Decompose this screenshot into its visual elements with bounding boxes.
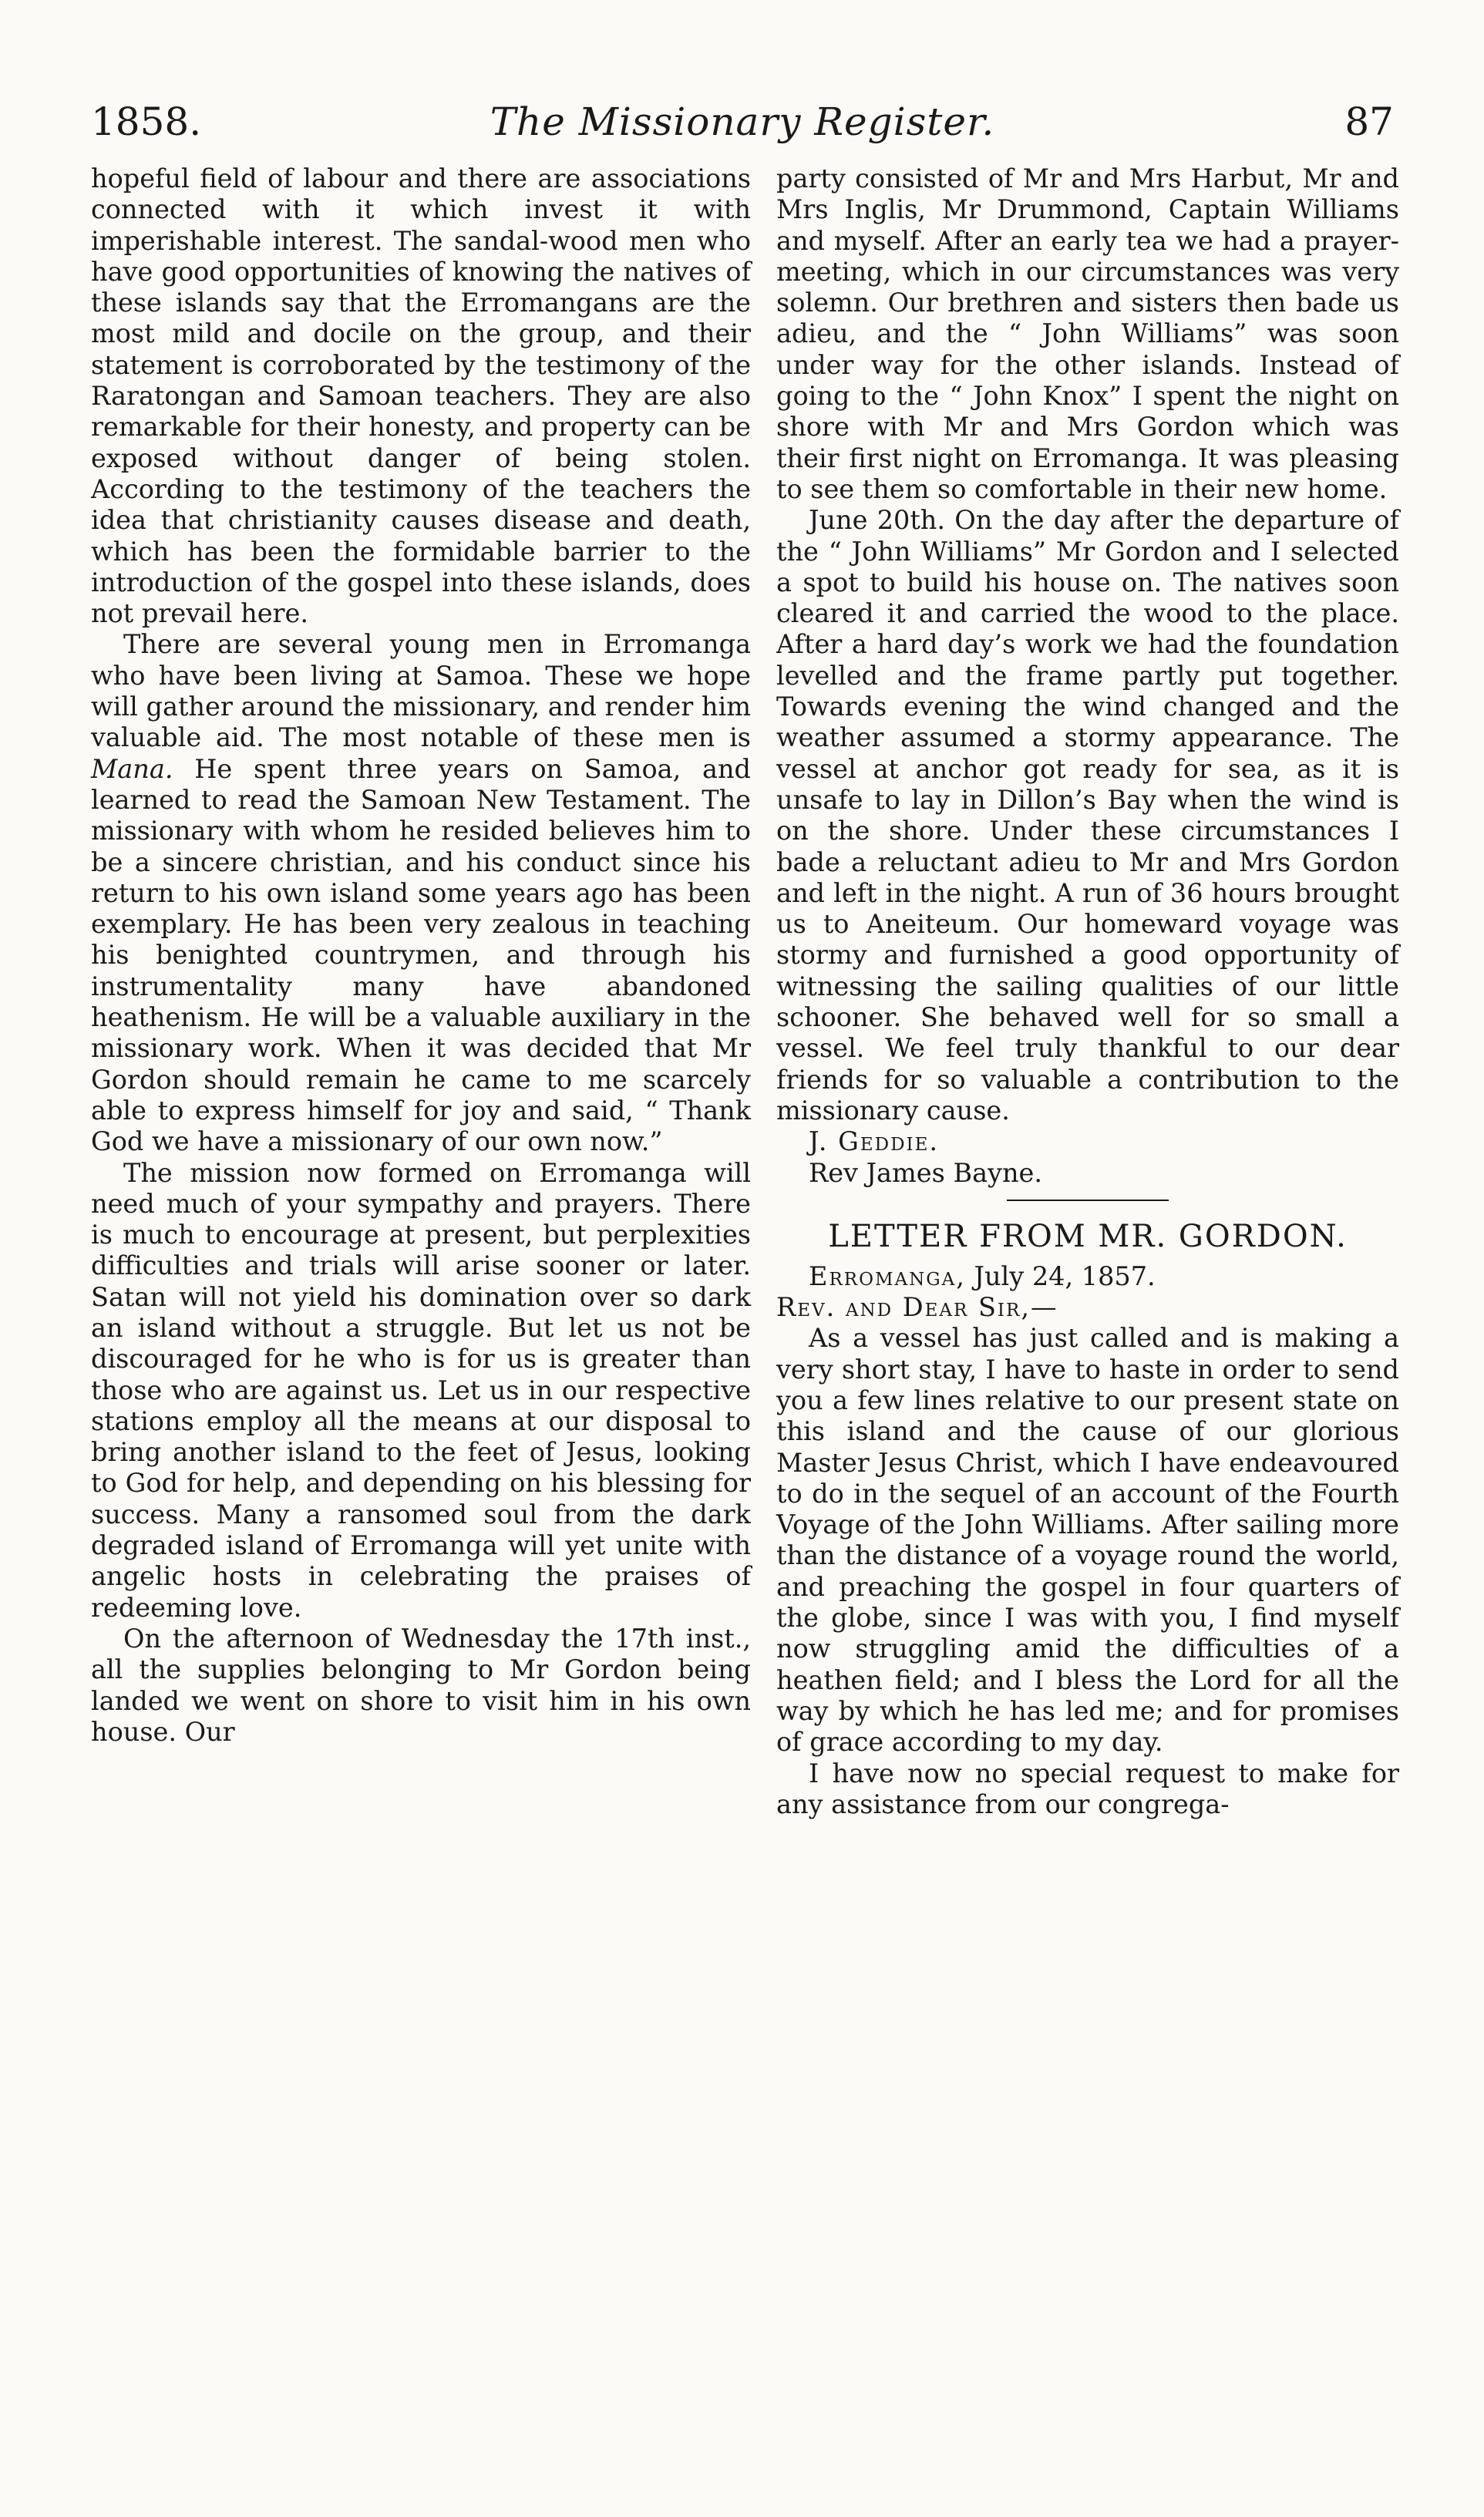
dateline — [776, 1261, 1399, 1292]
right-paragraph-2: June 20th. On the day after the departure of the “ John Williams” Mr Gordon and I selected a spot to build his house on. The natives soon cleared it and carried the wood to the place. After a hard day’s work we had the foundation levelled and the frame partly put together. Towards evening the wind changed and the weather assumed a stormy appearance. The vessel at anchor got ready for sea, as it is unsafe to lay in Dillon’s Bay when the wind is on the shore. Under these circumstances I bade a reluctant adieu to Mr and Mrs Gordon and left in the night. A run of 36 hours brought us to Aneiteum. Our homeward voyage was stormy and furnished a good opportunity of witnessing the sailing qualities of our little schooner. She behaved well for so small a vessel. We feel truly thankful to our dear friends for so valuable a contribution to the missionary cause. — [776, 505, 1399, 1126]
right-paragraph-4: I have now no special request to make for any assistance from our congrega- — [776, 1758, 1399, 1819]
left-paragraph-4: On the afternoon of Wednesday the 17th inst., all the supplies belonging to Mr Gordon being landed we went on shore to visit him in his own house. Our — [91, 1623, 751, 1747]
right-paragraph-3: As a vessel has just called and is making a very short stay, I have to haste in order to send you a few lines relative to our present state on this island and the cause of our glorious Master Jesus Christ, which I have endeavoured to do in the sequel of an account of the Fourth Voyage of the John Williams. After sailing more than the distance of a voyage round the world, and preaching the gospel in four quarters of the globe, since I was with you, I find myself now struggling amid the difficulties of a heathen field; and I bless the Lord for all the way by which he has led me; and for promises of grace according to my day. — [776, 1323, 1399, 1758]
letter-heading: LETTER FROM MR. GORDON. — [828, 1218, 1348, 1254]
header-title: The Missionary Register. — [490, 99, 995, 144]
salutation: Rev. and Dear Sir,— — [776, 1292, 1058, 1323]
header-year: 1858. — [91, 99, 202, 144]
left-paragraph-2-start: There are several young men in Erromanga who have been living at Samoa. These we hope will gather around the missionary, and render him valuable aid. The most notable of these men is — [91, 629, 751, 753]
left-paragraph-2 — [91, 629, 751, 1157]
left-paragraph-3: The mission now formed on Erromanga will need much of your sympathy and prayers. There is much to encourage at present, but perplexities difficulties and trials will arise sooner or later. Satan will not yield his domination over so dark an island without a struggle. But let us not be discouraged for he who is for us is greater than those who are against us. Let us in our respective stations employ all the means at our disposal to bring another island to the feet of Jesus, looking to God for help, and depending on his blessing for success. Many a ransomed soul from the dark degraded island of Erromanga will yet unite with angelic hosts in celebrating the praises of redeeming love. — [91, 1157, 751, 1623]
running-header — [91, 99, 1394, 153]
addressee: Rev James Bayne. — [809, 1157, 1043, 1188]
left-paragraph-2-rest: He spent three years on Samoa, and learned to read the Samoan New Testament. The missionary with whom he resided believes him to be a sincere christian, and his conduct since his return to his own island some years ago has been exemplary. He has been very zealous in teaching his benighted countrymen, and through his instrumentality many have abandoned heathenism. He will be a valuable auxiliary in the missionary work. When it was decided that Mr Gordon should remain he came to me scarcely able to express himself for joy and said, “ Thank God we have a missionary of our own now.” — [91, 753, 751, 1157]
left-column — [91, 163, 751, 1748]
dateline-date: July 24, 1857. — [974, 1260, 1156, 1291]
header-page-number: 87 — [1344, 99, 1394, 144]
right-paragraph-1: party consisted of Mr and Mrs Harbut, Mr and Mrs Inglis, Mr Drummond, Captain Williams and myself. After an early tea we had a prayer-meeting, which in our circumstances was very solemn. Our brethren and sisters then bade us adieu, and the “ John Williams” was soon under way for the other islands. Instead of going to the “ John Knox” I spent the night on shore with Mr and Mrs Gordon which was their first night on Erromanga. It was pleasing to see them so comfortable in their new home. — [776, 163, 1399, 504]
left-paragraph-1: hopeful field of labour and there are associations connected with it which invest it with imperishable interest. The sandal-wood men who have good opportunities of knowing the natives of these islands say that the Erromangans are the most mild and docile on the group, and their statement is corroborated by the testimony of the Raratongan and Samoan teachers. They are also remarkable for their honesty, and property can be exposed without danger of being stolen. According to the testimony of the teachers the idea that christianity causes disease and death, which has been the formidable barrier to the introduction of the gospel into these islands, does not prevail here. — [91, 163, 751, 629]
mana-name: Mana. — [91, 753, 173, 784]
right-column — [776, 163, 1399, 1820]
dateline-place: Erromanga, — [809, 1260, 966, 1291]
section-divider — [1007, 1200, 1169, 1201]
signature: J. Geddie. — [809, 1126, 940, 1157]
